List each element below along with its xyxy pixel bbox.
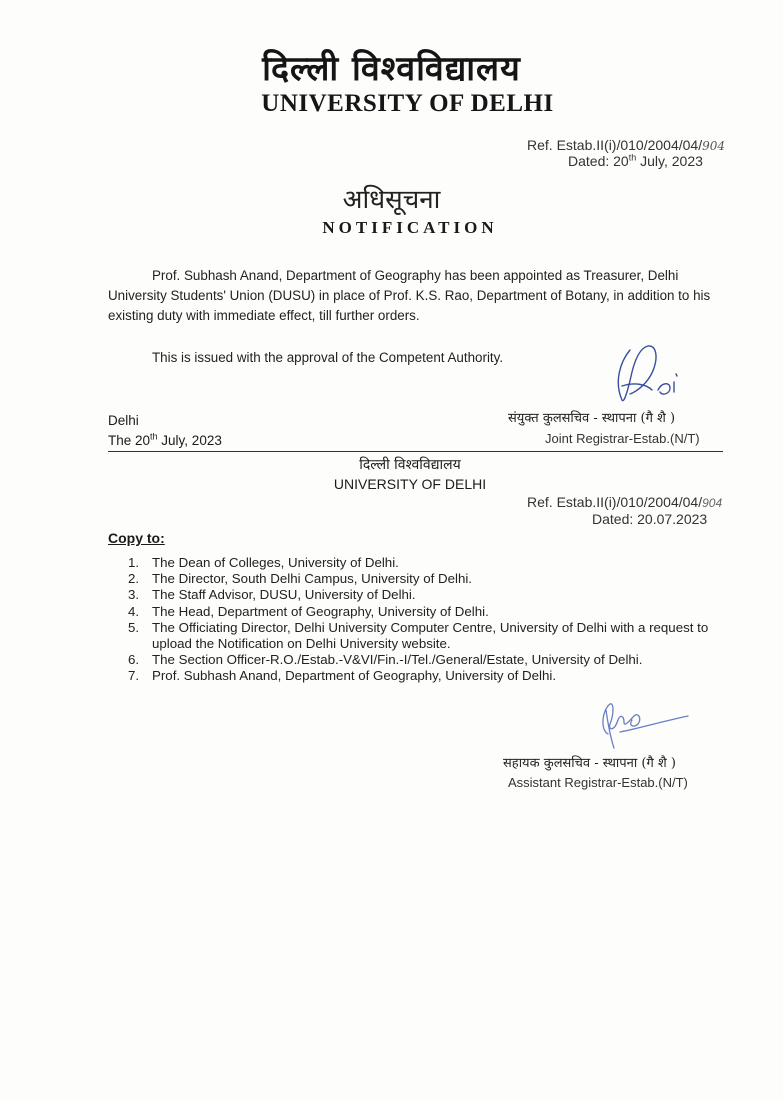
list-item [128,652,723,668]
list-item-text: The Section Officer-R.O./Estab.-V&VI/Fin.-I/Tel./General/Estate, University of Delhi. [152,652,643,668]
notification-body-text: Prof. Subhash Anand, Department of Geography has been appointed as Treasurer, Delhi University Students' Union (DUSU) in place of Prof. K.S. Rao, Department of Botany, in addition to his existing duty with immediate effect, till further orders. [108,268,711,323]
dated-ordinal: th [628,152,637,163]
endorsement-reference-handwritten: 904 [702,496,723,510]
issue-date-prefix: The 20 [108,433,151,448]
endorsement-reference [527,494,722,510]
reference-number [527,137,725,153]
list-item-number: 4. [128,603,140,619]
endorsement-title: UNIVERSITY OF DELHI [333,476,487,492]
list-item [128,620,723,652]
endorsement-dated: Dated: 20.07.2023 [592,511,708,527]
issue-date [108,433,222,448]
list-item-number: 3. [128,587,140,603]
recipient-list [128,555,723,685]
notification-body [108,266,718,326]
divider [108,451,723,452]
issue-date-ordinal: th [150,431,158,442]
list-item-text: Prof. Subhash Anand, Department of Geography, University of Delhi. [152,668,557,684]
reference-prefix: Ref. Estab.II(i)/010/2004/04/ [527,137,703,153]
copy-to-heading: Copy to: [108,530,165,546]
list-item [128,571,723,587]
list-item [128,555,723,571]
university-title: UNIVERSITY OF DELHI [261,90,554,117]
hindi-university-title: दिल्ली विश्वविद्यालय [262,49,521,89]
list-item-number: 2. [128,571,140,587]
list-item-text: The Director, South Delhi Campus, University of Delhi. [152,571,472,587]
list-item-text: The Officiating Director, Delhi University Computer Centre, University of Delhi with a request to upload the Notification on Delhi University website. [152,619,709,652]
assistant-registrar-signature [580,690,700,750]
assistant-registrar-hindi: सहायक कुलसचिव - स्थापना (गै शै ) [503,756,676,771]
dated-suffix: July, 2023 [636,153,703,169]
list-item [128,604,723,620]
list-item-number: 5. [128,619,140,635]
notification-heading: NOTIFICATION [322,218,498,237]
approval-text: This is issued with the approval of the Competent Authority. [152,350,504,365]
reference-handwritten-number: 904 [702,139,726,153]
hindi-notification-heading: अधिसूचना [342,185,441,215]
joint-registrar-hindi: संयुक्त कुलसचिव - स्थापना (गै शै ) [508,411,676,426]
list-item-number: 1. [128,555,140,570]
joint-registrar-designation: Joint Registrar-Estab.(N/T) [545,431,700,446]
dated-prefix: Dated: 20 [568,153,629,169]
list-item [128,587,723,603]
endorsement-hindi-title: दिल्ली विश्वविद्यालय [359,457,461,473]
list-item-text: The Dean of Colleges, University of Delhi. [152,555,399,570]
list-item-number: 6. [128,652,140,668]
list-item [128,668,723,684]
list-item-number: 7. [128,668,140,684]
list-item-text: The Head, Department of Geography, University of Delhi. [152,603,489,619]
endorsement-reference-prefix: Ref. Estab.II(i)/010/2004/04/ [527,494,703,510]
assistant-registrar-designation: Assistant Registrar-Estab.(N/T) [508,775,688,790]
issue-date-suffix: July, 2023 [157,433,222,448]
place: Delhi [108,413,139,428]
list-item-text: The Staff Advisor, DUSU, University of Delhi. [152,587,416,603]
dated-line [568,153,703,169]
joint-registrar-signature [600,342,700,412]
